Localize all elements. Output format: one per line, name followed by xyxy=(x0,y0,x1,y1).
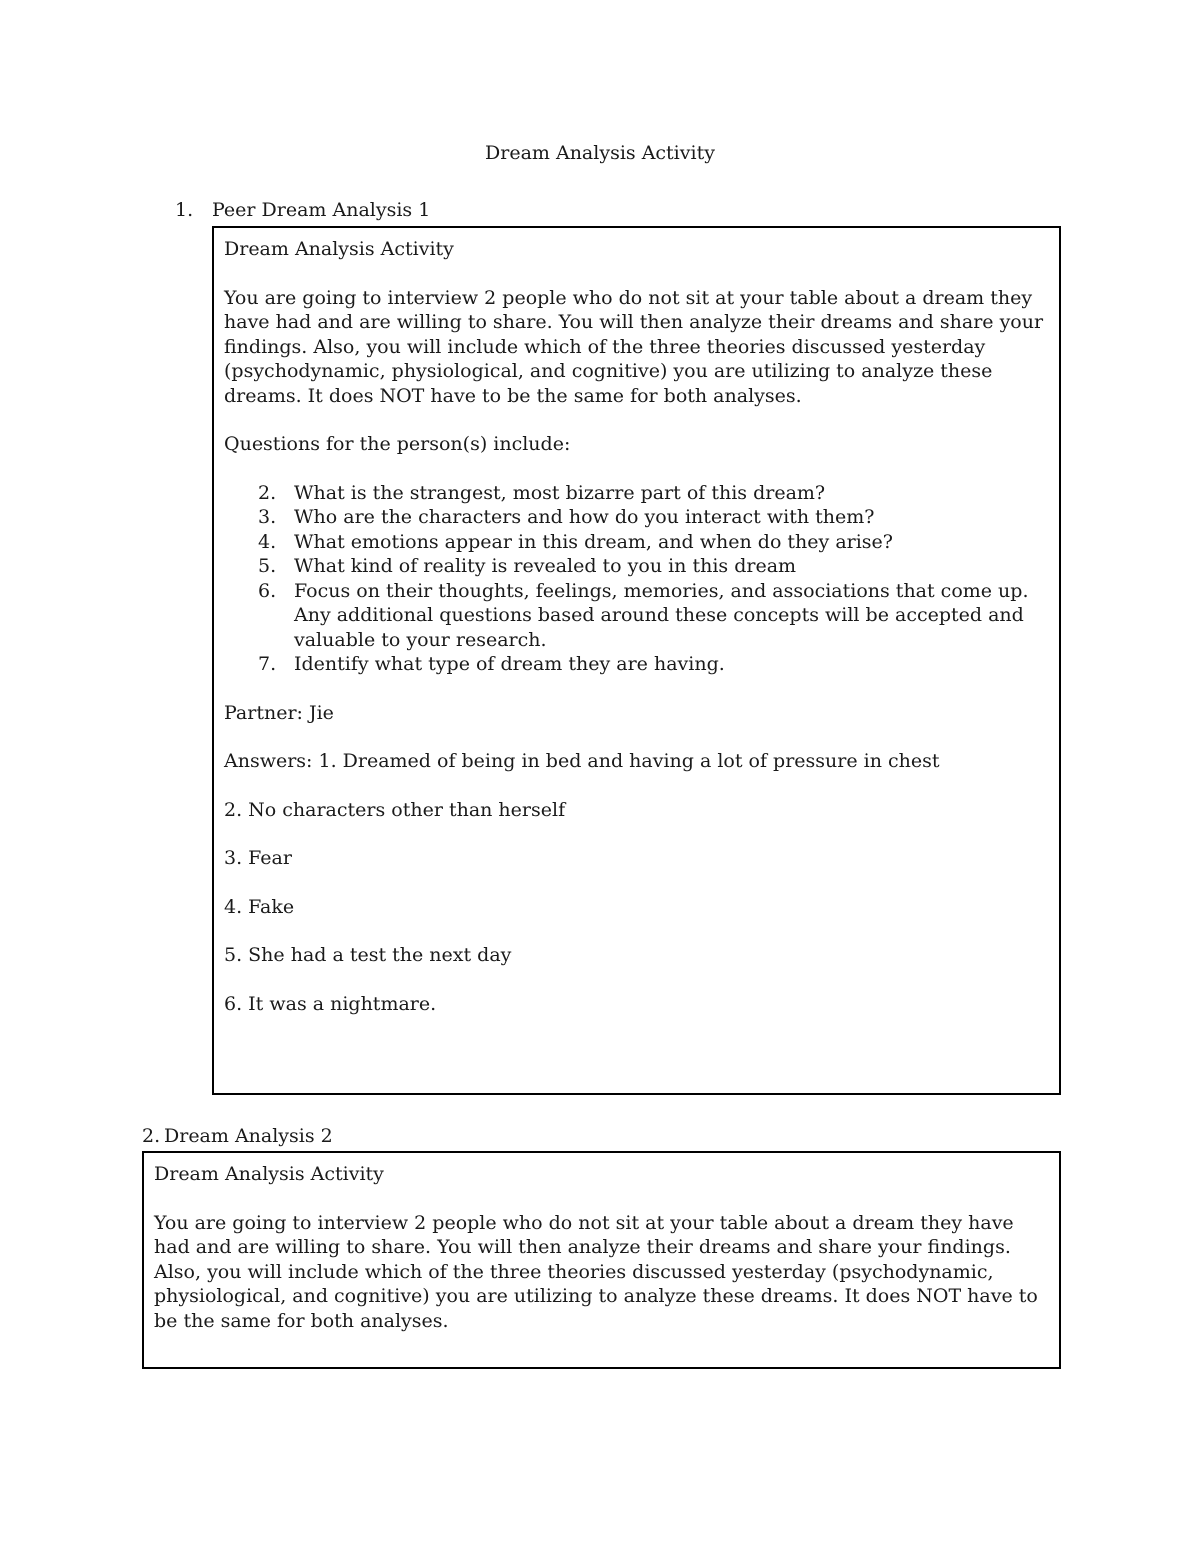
question-text: What is the strangest, most bizarre part of this dream? xyxy=(294,481,826,504)
section-2-box xyxy=(142,1151,1061,1369)
question-text: Identify what type of dream they are having. xyxy=(294,653,725,675)
question-number: 3. xyxy=(258,506,277,528)
box-1-questions-intro: Questions for the person(s) include: xyxy=(224,433,571,455)
question-list xyxy=(224,481,1049,677)
box-2-instructions: You are going to interview 2 people who do not sit at your table about a dream they have had and are willing to share. You will then analyze their dreams and share your findings. Also, you will include which of the three theories discussed yesterday (psychodynamic, physiological, and cognitive) you are utilizing to analyze these dreams. It does NOT have to be the same for both analyses. xyxy=(154,1211,1038,1332)
section-1-box xyxy=(212,226,1061,1095)
section-1-heading-text: Peer Dream Analysis 1 xyxy=(212,199,431,221)
section-2-number: 2. xyxy=(142,1125,161,1147)
question-item xyxy=(224,481,1049,506)
question-item xyxy=(224,505,1049,530)
question-number: 4. xyxy=(258,530,277,553)
question-item xyxy=(224,530,1049,555)
section-2-heading xyxy=(142,1124,333,1149)
answer-line: 6. It was a nightmare. xyxy=(224,992,437,1015)
question-number: 7. xyxy=(258,653,277,675)
page-title: Dream Analysis Activity xyxy=(485,142,715,164)
question-item xyxy=(224,579,1049,653)
question-text: What kind of reality is revealed to you in this dream xyxy=(294,555,797,577)
box-1-title: Dream Analysis Activity xyxy=(224,238,454,260)
answer-line: 2. No characters other than herself xyxy=(224,798,566,821)
section-1-heading xyxy=(175,198,430,223)
question-item xyxy=(224,554,1049,579)
question-text: Focus on their thoughts, feelings, memories, and associations that come up. Any additional questions based around these concepts will be accepted and valuable to your research. xyxy=(294,579,1029,651)
question-number: 5. xyxy=(258,555,277,577)
section-1-number: 1. xyxy=(175,199,194,221)
box-1-instructions: You are going to interview 2 people who do not sit at your table about a dream they have had and are willing to share. You will then analyze their dreams and share your findings. Also, you will include which of the three theories discussed yesterday (psychodynamic, physiological, and cognitive) you are utilizing to analyze these dreams. It does NOT have to be the same for both analyses. xyxy=(224,286,1044,407)
partner-name: Partner: Jie xyxy=(224,701,334,724)
answer-line: 5. She had a test the next day xyxy=(224,944,512,966)
question-item xyxy=(224,652,1049,677)
question-text: Who are the characters and how do you interact with them? xyxy=(294,506,875,528)
question-number: 2. xyxy=(258,481,277,504)
question-number: 6. xyxy=(258,579,277,602)
answer-line: 3. Fear xyxy=(224,847,292,869)
question-text: What emotions appear in this dream, and when do they arise? xyxy=(294,530,893,553)
box-2-title: Dream Analysis Activity xyxy=(154,1163,384,1185)
answer-line: Answers: 1. Dreamed of being in bed and having a lot of pressure in chest xyxy=(224,750,940,772)
section-2-heading-text: Dream Analysis 2 xyxy=(164,1125,333,1147)
answer-line: 4. Fake xyxy=(224,895,295,918)
